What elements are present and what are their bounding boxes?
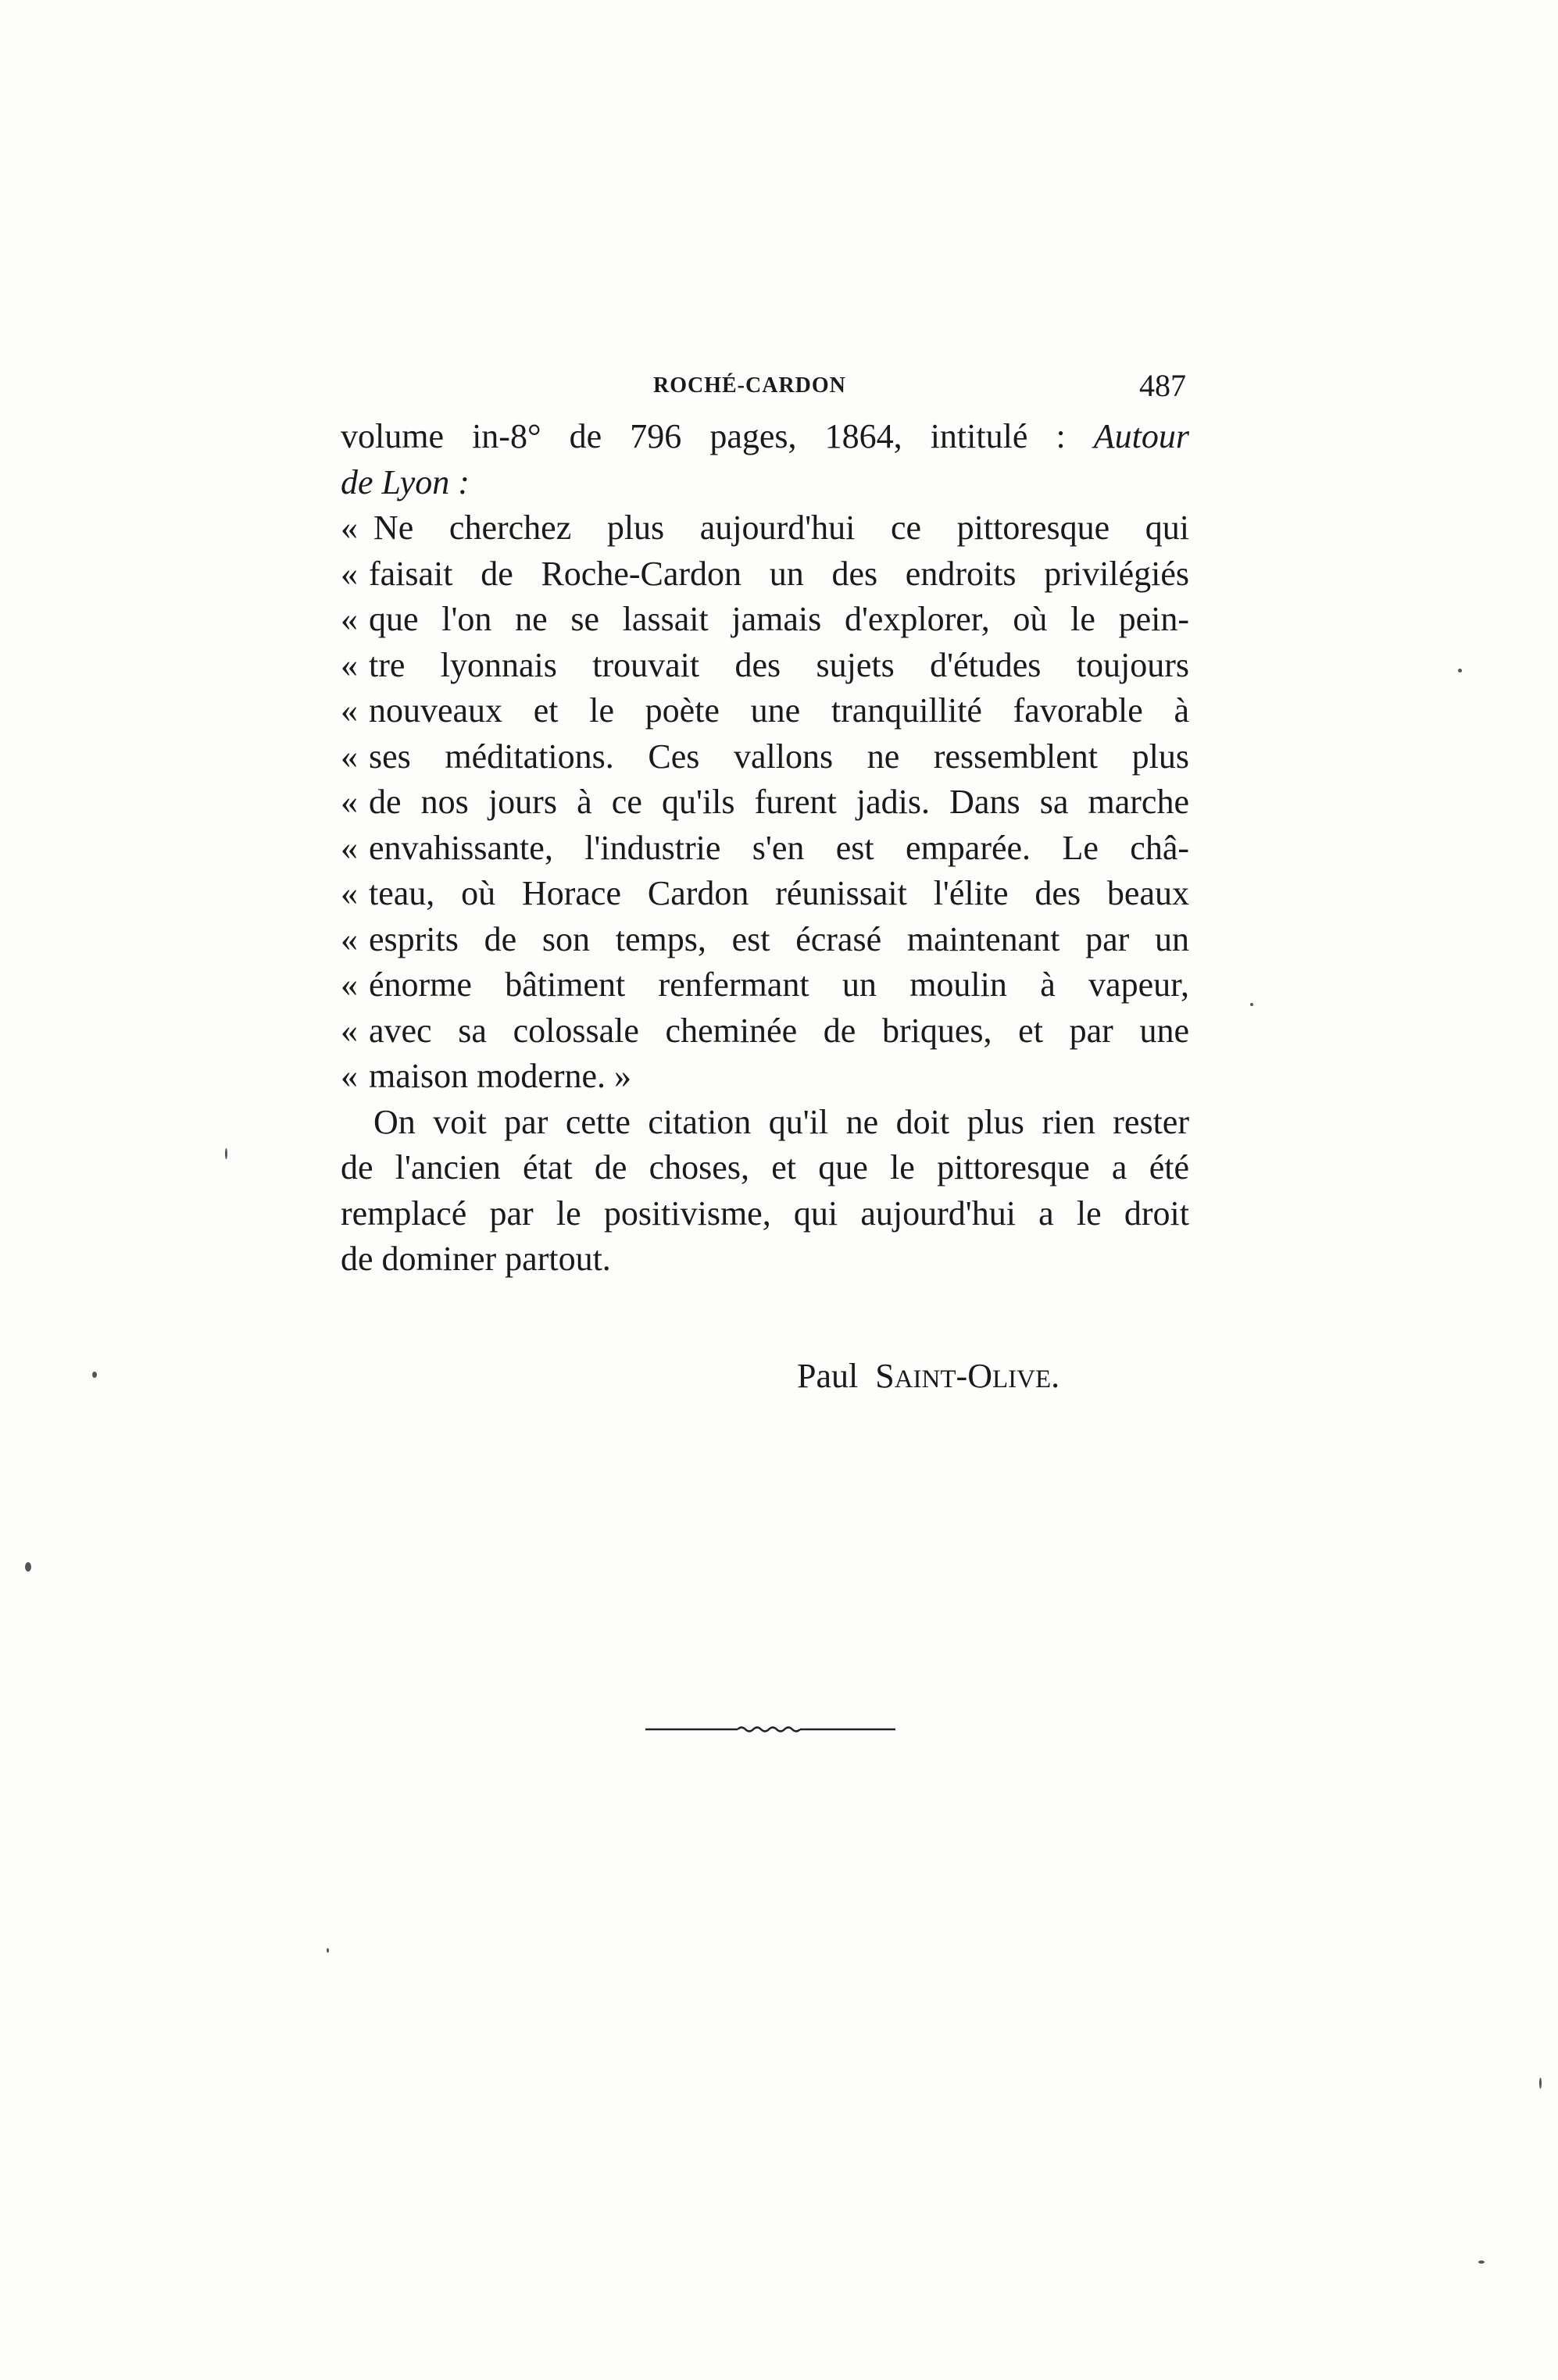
quote-text: envahissante, l'industrie s'en est emparée. Le châ- (369, 828, 1189, 867)
paper-speck (225, 1148, 227, 1159)
closing-text: de l'ancien état de choses, et que le pittoresque a été (341, 1148, 1189, 1186)
quote-line (341, 688, 1189, 734)
closing-text: de dominer partout. (341, 1240, 611, 1278)
quote-line (341, 1008, 1189, 1054)
text-line (341, 414, 1189, 460)
running-head (341, 367, 1189, 406)
guillemet: « (341, 874, 358, 912)
paragraph-line (341, 1145, 1189, 1191)
quote-line (341, 734, 1189, 780)
running-title: ROCHÉ-CARDON (653, 373, 846, 398)
guillemet: « (341, 691, 358, 730)
section-end-ornament (645, 1722, 895, 1737)
guillemet: « (341, 600, 358, 638)
quote-line (341, 826, 1189, 872)
quote-text: énorme bâtiment renfermant un moulin à vapeur, (369, 965, 1189, 1004)
body-text (341, 414, 1189, 1283)
quote-text: faisait de Roche-Cardon un des endroits privilégiés (369, 554, 1189, 593)
text-line (341, 460, 1189, 506)
paper-speck (25, 1562, 31, 1572)
author-signature (797, 1356, 1060, 1396)
guillemet: « (341, 1011, 358, 1050)
quote-line (341, 917, 1189, 963)
quote-text: teau, où Horace Cardon réunissait l'élite des beaux (369, 874, 1189, 912)
paper-speck (327, 1948, 329, 1953)
quote-text: de nos jours à ce qu'ils furent jadis. Dans sa marche (369, 783, 1189, 821)
page-number: 487 (1139, 368, 1186, 403)
guillemet: « (341, 1057, 358, 1095)
paper-speck (1458, 669, 1462, 673)
quote-text: avec sa colossale cheminée de briques, et par une (369, 1011, 1189, 1050)
intro-text: volume in-8° de 796 pages, 1864, intitulé : (341, 417, 1066, 455)
surname-smallcaps: AINT (894, 1365, 956, 1393)
author-first-name: Paul (797, 1357, 859, 1395)
quote-line (341, 551, 1189, 598)
quote-text: ses méditations. Ces vallons ne ressemblent plus (369, 737, 1189, 776)
intro-italic: Autour (1093, 417, 1189, 455)
quote-line (341, 505, 1189, 551)
surname-initial: S (875, 1357, 895, 1395)
guillemet: « (341, 828, 358, 867)
quote-line (341, 780, 1189, 826)
quote-line (341, 643, 1189, 689)
guillemet: « (341, 919, 358, 958)
quote-text: esprits de son temps, est écrasé maintenant par un (369, 919, 1189, 958)
paragraph-line (341, 1236, 1189, 1283)
quote-text: maison moderne. » (369, 1057, 632, 1095)
guillemet: « (341, 737, 358, 776)
quote-text: tre lyonnais trouvait des sujets d'études toujours (369, 645, 1189, 684)
quote-line (341, 962, 1189, 1008)
guillemet: « (341, 554, 358, 593)
quote-text: Ne cherchez plus aujourd'hui ce pittoresque qui (373, 508, 1189, 547)
paper-speck (1250, 1003, 1253, 1006)
quote-line (341, 597, 1189, 643)
surname-smallcaps: LIVE (992, 1365, 1052, 1393)
closing-text: On voit par cette citation qu'il ne doit plus rien rester (373, 1102, 1189, 1141)
quote-text: nouveaux et le poète une tranquillité favorable à (369, 691, 1189, 730)
paper-speck (1539, 2078, 1542, 2089)
quote-line (341, 1054, 1189, 1100)
paper-speck (1478, 2260, 1485, 2264)
guillemet: « (341, 645, 358, 684)
guillemet: « (341, 965, 358, 1004)
end-punctuation: . (1051, 1357, 1060, 1395)
paper-speck (92, 1372, 97, 1378)
quote-text: que l'on ne se lassait jamais d'explorer, où le pein- (369, 600, 1189, 638)
guillemet: « (341, 783, 358, 821)
closing-text: remplacé par le positivisme, qui aujourd'hui a le droit (341, 1194, 1189, 1233)
paragraph-line (341, 1191, 1189, 1237)
paragraph-line (341, 1100, 1189, 1146)
intro-italic-continued: de Lyon : (341, 462, 470, 501)
surname-hyphen: - (956, 1357, 968, 1395)
guillemet: « (341, 508, 358, 547)
quote-line (341, 871, 1189, 917)
surname-initial: O (967, 1357, 992, 1395)
